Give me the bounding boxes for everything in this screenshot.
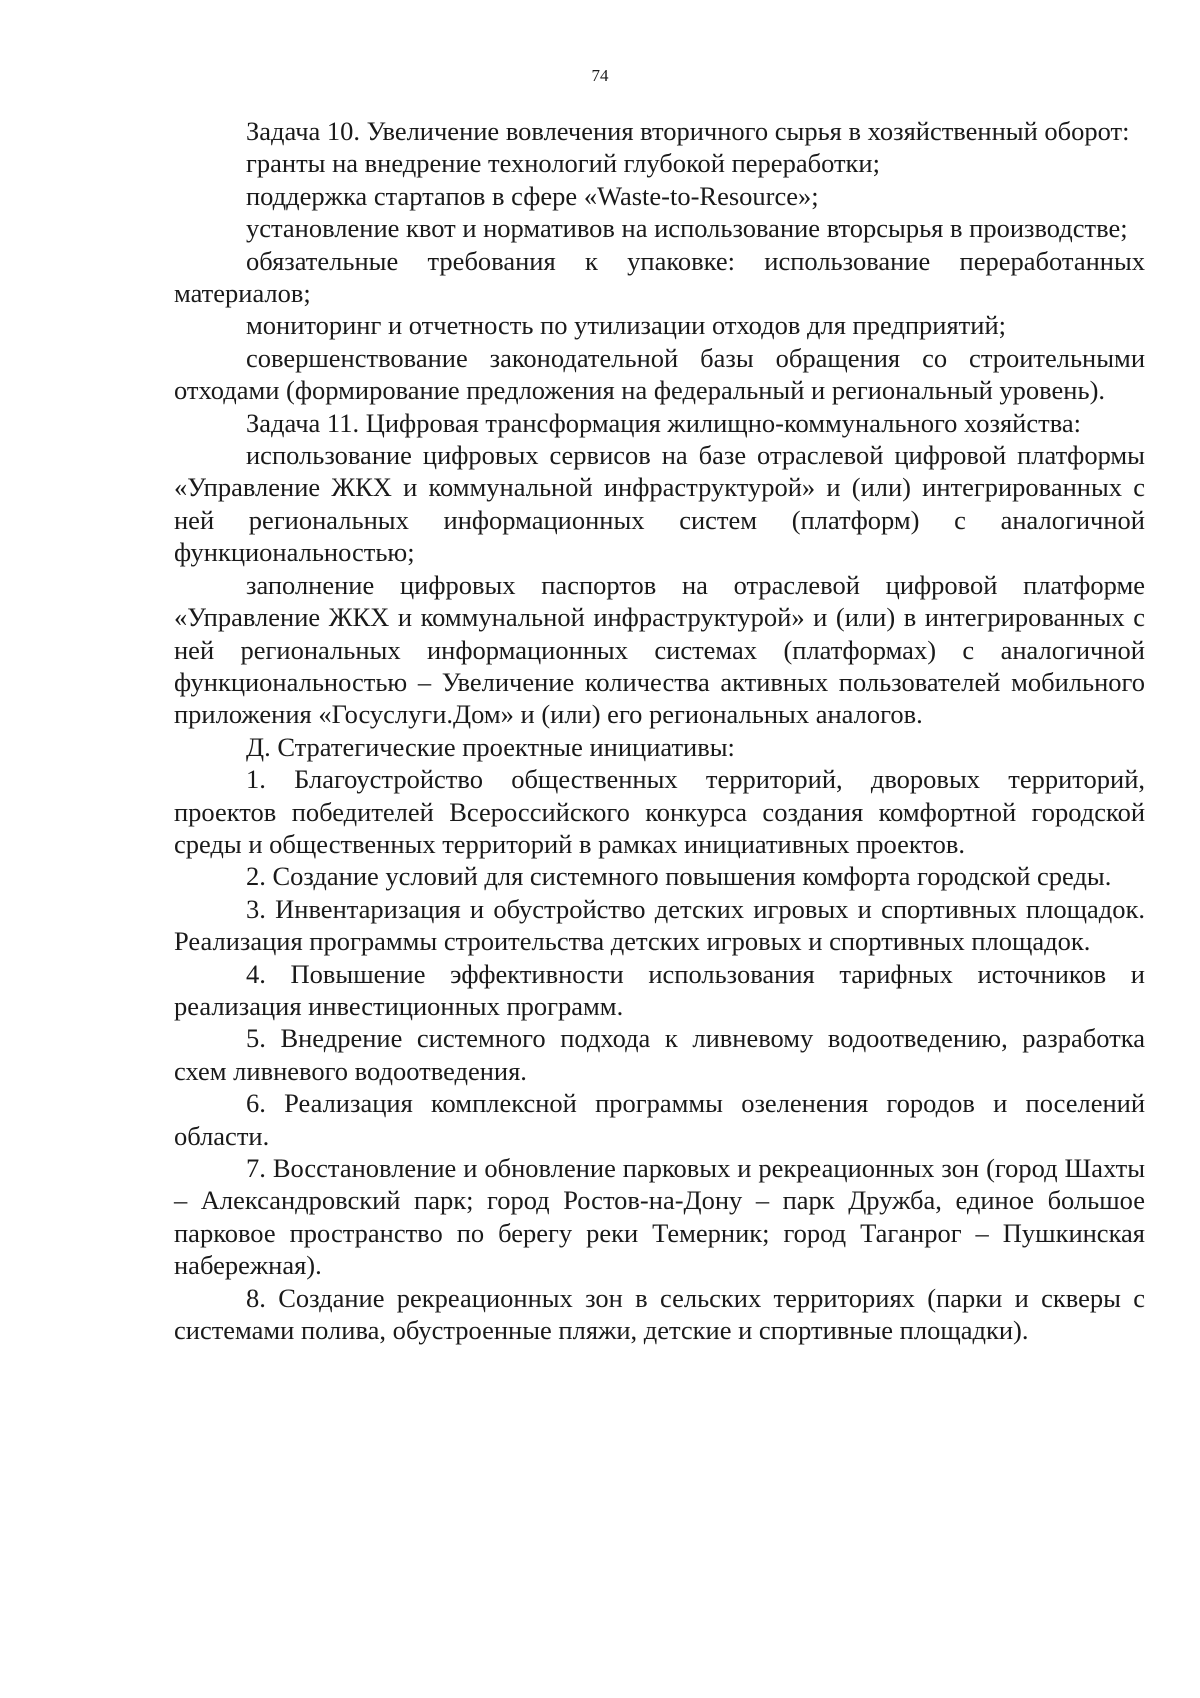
task-11-heading: Задача 11. Цифровая трансформация жилищно-коммунального хозяйства: bbox=[246, 407, 1081, 438]
initiative-2: 2. Создание условий для системного повышения комфорта городской среды. bbox=[246, 861, 1112, 892]
task-10-item-monitoring: мониторинг и отчетность по утилизации отходов для предприятий; bbox=[246, 310, 1006, 341]
task-10-heading: Задача 10. Увеличение вовлечения вторичного сырья в хозяйственный оборот: bbox=[246, 116, 1130, 146]
task-10-item-startups: поддержка стартапов в сфере «Waste-to-Resource»; bbox=[246, 180, 819, 211]
initiative-7: 7. Восстановление и обновление парковых и рекреационных зон (город Шахты – Александровский парк; город Ростов-на-Дону – парк Дружба, единое большое парковое пространство по берегу реки Темерник; город Таганрог – Пушкинская набережная). bbox=[174, 1153, 1145, 1281]
task-10-item-grants: гранты на внедрение технологий глубокой переработки; bbox=[246, 148, 880, 179]
task-10-item-packaging: обязательные требования к упаковке: использование переработанных материалов; bbox=[174, 245, 1145, 309]
document-body bbox=[174, 115, 1145, 1346]
initiative-3: 3. Инвентаризация и обустройство детских игровых и спортивных площадок. Реализация программы строительства детских игровых и спортивных площадок. bbox=[174, 893, 1145, 957]
page-number: 74 bbox=[591, 66, 609, 85]
initiative-8: 8. Создание рекреационных зон в сельских территориях (парки и скверы с системами полива, обустроенные пляжи, детские и спортивные площадки). bbox=[174, 1282, 1145, 1346]
task-10-item-quotas: установление квот и нормативов на использование вторсырья в производстве; bbox=[246, 213, 1128, 244]
initiative-1: 1. Благоустройство общественных территорий, дворовых территорий, проектов победителей Всероссийского конкурса создания комфортной городской среды и общественных территорий в рамках инициативных проектов. bbox=[174, 764, 1145, 859]
task-10-item-legislation: совершенствование законодательной базы обращения со строительными отходами (формирование предложения на федеральный и региональный уровень). bbox=[174, 342, 1145, 406]
task-11-item-services: использование цифровых сервисов на базе отраслевой цифровой платформы «Управление ЖКХ и коммунальной инфраструктурой» и (или) интегрированных с ней региональных информационных систем (платформ) с аналогичной функциональностью; bbox=[174, 440, 1145, 568]
initiative-6: 6. Реализация комплексной программы озеленения городов и поселений области. bbox=[174, 1088, 1145, 1151]
section-d-heading: Д. Стратегические проектные инициативы: bbox=[246, 731, 735, 762]
initiative-4: 4. Повышение эффективности использования тарифных источников и реализация инвестиционных программ. bbox=[174, 958, 1145, 1021]
initiative-5: 5. Внедрение системного подхода к ливневому водоотведению, разработка схем ливневого водоотведения. bbox=[174, 1023, 1145, 1086]
task-11-item-passports: заполнение цифровых паспортов на отраслевой цифровой платформе «Управление ЖКХ и коммунальной инфраструктурой» и (или) в интегрированных с ней региональных информационных системах (платформах) с аналогичной функциональностью – Увеличение количества активных пользователей мобильного приложения «Госуслуги.Дом» и (или) его региональных аналогов. bbox=[174, 569, 1145, 730]
